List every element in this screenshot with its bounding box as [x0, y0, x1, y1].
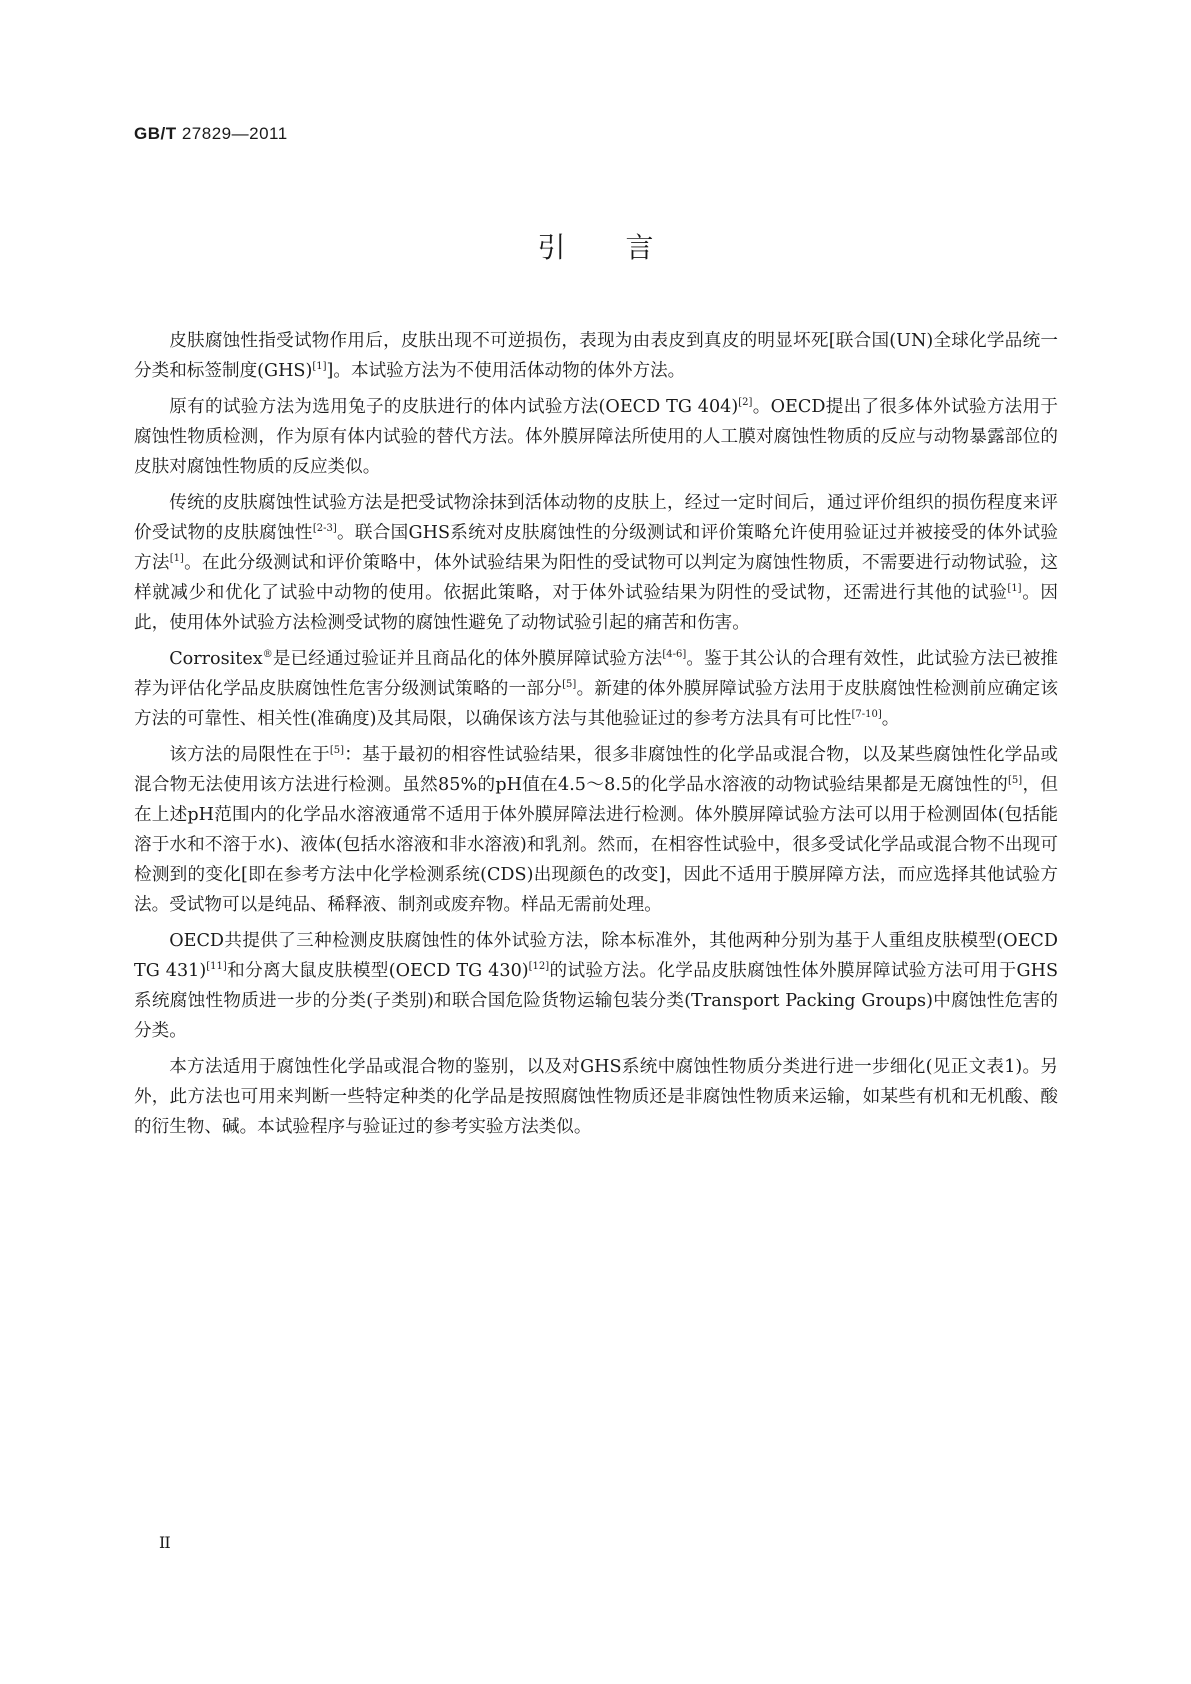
section-heading: 引言	[537, 231, 714, 264]
page-number: II	[159, 1533, 170, 1552]
introduction-body	[134, 326, 1058, 1148]
paragraph: OECD共提供了三种检测皮肤腐蚀性的体外试验方法，除本标准外，其他两种分别为基于人重组皮肤模型(OECD TG 431)[11]和分离大鼠皮肤模型(OECD TG 430)[12]的试验方法。化学品皮肤腐蚀性体外膜屏障试验方法可用于GHS系统腐蚀性物质进一步的分类(子类别)和联合国危险货物运输包装分类(Transport Packing Groups)中腐蚀性危害的分类。	[134, 931, 1059, 1041]
paragraph: 本方法适用于腐蚀性化学品或混合物的鉴别，以及对GHS系统中腐蚀性物质分类进行进一步细化(见正文表1)。另外，此方法也可用来判断一些特定种类的化学品是按照腐蚀性物质还是非腐蚀性物质来运输，如某些有机和无机酸、酸的衍生物、碱。本试验程序与验证过的参考实验方法类似。	[134, 1057, 1058, 1137]
paragraph: 原有的试验方法为选用兔子的皮肤进行的体内试验方法(OECD TG 404)[2]。OECD提出了很多体外试验方法用于腐蚀性物质检测，作为原有体内试验的替代方法。体外膜屏障法所使用的人工膜对腐蚀性物质的反应与动物暴露部位的皮肤对腐蚀性物质的反应类似。	[134, 397, 1059, 477]
standard-prefix: GB/T	[134, 124, 177, 143]
paragraph: 皮肤腐蚀性指受试物作用后，皮肤出现不可逆损伤，表现为由表皮到真皮的明显坏死[联合国(UN)全球化学品统一分类和标签制度(GHS)[1]]。本试验方法为不使用活体动物的体外方法。	[134, 331, 1058, 381]
paragraph: 该方法的局限性在于[5]：基于最初的相容性试验结果，很多非腐蚀性的化学品或混合物，以及某些腐蚀性化学品或混合物无法使用该方法进行检测。虽然85%的pH值在4.5～8.5的化学品水溶液的动物试验结果都是无腐蚀性的[5]，但在上述pH范围内的化学品水溶液通常不适用于体外膜屏障法进行检测。体外膜屏障试验方法可以用于检测固体(包括能溶于水和不溶于水)、液体(包括水溶液和非水溶液)和乳剂。然而，在相容性试验中，很多受试化学品或混合物不出现可检测到的变化[即在参考方法中化学检测系统(CDS)出现颜色的改变]，因此不适用于膜屏障方法，而应选择其他试验方法。受试物可以是纯品、稀释液、制剂或废弃物。样品无需前处理。	[134, 745, 1058, 915]
standard-number: 27829—2011	[181, 124, 288, 143]
paragraph: 传统的皮肤腐蚀性试验方法是把受试物涂抹到活体动物的皮肤上，经过一定时间后，通过评价组织的损伤程度来评价受试物的皮肤腐蚀性[2-3]。联合国GHS系统对皮肤腐蚀性的分级测试和评价策略允许使用验证过并被接受的体外试验方法[1]。在此分级测试和评价策略中，体外试验结果为阳性的受试物可以判定为腐蚀性物质，不需要进行动物试验，这样就减少和优化了试验中动物的使用。依据此策略，对于体外试验结果为阴性的受试物，还需进行其他的试验[1]。因此，使用体外试验方法检测受试物的腐蚀性避免了动物试验引起的痛苦和伤害。	[134, 493, 1058, 633]
paragraph: Corrositex®是已经通过验证并且商品化的体外膜屏障试验方法[4-6]。鉴于其公认的合理有效性，此试验方法已被推荐为评估化学品皮肤腐蚀性危害分级测试策略的一部分[5]。新建的体外膜屏障试验方法用于皮肤腐蚀性检测前应确定该方法的可靠性、相关性(准确度)及其局限，以确保该方法与其他验证过的参考方法具有可比性[7-10]。	[134, 649, 1058, 729]
standard-code	[134, 124, 288, 144]
